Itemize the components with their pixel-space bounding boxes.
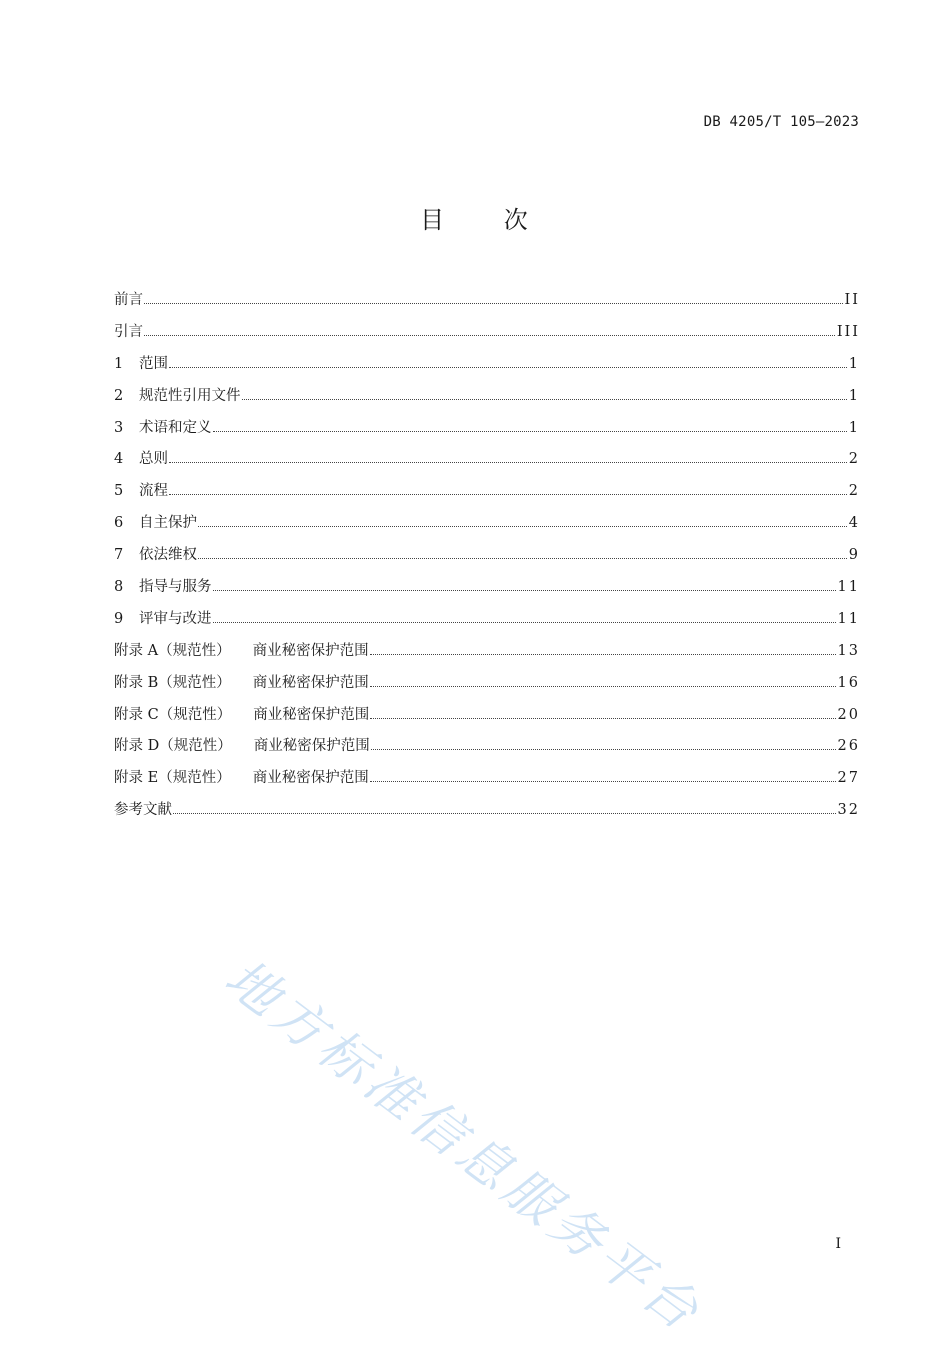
toc-entry-label: 引言 xyxy=(114,323,143,340)
toc-entry-label: 总则 xyxy=(139,451,168,468)
toc-entry-label: 前言 xyxy=(114,292,143,308)
toc-entry-7[interactable] xyxy=(114,543,860,575)
toc-entry-subtitle: 商业秘密保护范围 xyxy=(252,770,369,787)
toc-page-number: 11 xyxy=(837,579,860,596)
document-code: DB 4205/T 105—2023 xyxy=(703,114,859,130)
toc-entry-appendix-b[interactable] xyxy=(114,671,860,703)
toc-page-number: 2 xyxy=(848,451,860,468)
toc-entry-label: 附录 B（规范性） xyxy=(114,674,231,691)
toc-entry-label: 附录 A（规范性） xyxy=(114,642,231,659)
toc-entry-number: 9 xyxy=(114,610,124,627)
toc-entry-subtitle: 商业秘密保护范围 xyxy=(252,674,369,691)
toc-entry-label: 范围 xyxy=(139,355,168,372)
toc-entry-foreword[interactable] xyxy=(114,288,860,320)
toc-leader-dots xyxy=(144,334,835,336)
toc-leader-dots xyxy=(213,621,836,623)
toc-entry-number: 7 xyxy=(114,547,124,564)
toc-leader-dots xyxy=(371,748,836,750)
toc-leader-dots xyxy=(144,302,843,304)
toc-entry-label: 附录 E（规范性） xyxy=(114,770,231,787)
toc-entry-number: 8 xyxy=(114,579,124,596)
toc-page-number: 1 xyxy=(848,355,860,372)
toc-entry-5[interactable] xyxy=(114,479,860,511)
footer-page-number: I xyxy=(835,1236,841,1252)
toc-entry-8[interactable] xyxy=(114,575,860,607)
toc-entry-label: 指导与服务 xyxy=(139,579,212,596)
toc-entry-label: 术语和定义 xyxy=(139,419,212,436)
table-of-contents xyxy=(114,288,860,830)
toc-entry-references[interactable] xyxy=(114,798,860,830)
toc-entry-number: 2 xyxy=(114,387,124,404)
toc-leader-dots xyxy=(169,366,847,368)
toc-entry-appendix-a[interactable] xyxy=(114,639,860,671)
toc-entry-subtitle: 商业秘密保护范围 xyxy=(253,706,370,723)
toc-leader-dots xyxy=(370,780,836,782)
toc-leader-dots xyxy=(370,653,836,655)
watermark: 地方标准信息服务平台 xyxy=(213,947,713,1345)
toc-entry-appendix-e[interactable] xyxy=(114,766,860,798)
toc-entry-appendix-d[interactable] xyxy=(114,734,860,766)
toc-entry-number: 5 xyxy=(114,483,124,500)
toc-page-number: 9 xyxy=(848,547,860,564)
toc-leader-dots xyxy=(370,685,836,687)
toc-page-number: 1 xyxy=(848,419,860,436)
toc-page-number: 32 xyxy=(837,802,860,819)
toc-page-number: 1 xyxy=(848,387,860,404)
toc-entry-number: 6 xyxy=(114,515,124,532)
toc-entry-number: 1 xyxy=(114,355,124,372)
toc-leader-dots xyxy=(242,398,847,400)
toc-entry-label: 依法维权 xyxy=(139,547,197,564)
toc-leader-dots xyxy=(213,430,847,432)
toc-page-number: III xyxy=(836,323,860,340)
toc-entry-label: 自主保护 xyxy=(139,515,197,532)
toc-leader-dots xyxy=(370,717,835,719)
toc-entry-introduction[interactable] xyxy=(114,320,860,352)
toc-entry-2[interactable] xyxy=(114,384,860,416)
toc-entry-9[interactable] xyxy=(114,607,860,639)
toc-entry-label: 附录 D（规范性） xyxy=(114,738,232,755)
toc-page-number: 2 xyxy=(848,483,860,500)
page-title: 目 次 xyxy=(420,206,530,234)
toc-leader-dots xyxy=(198,557,847,559)
toc-entry-number: 3 xyxy=(114,419,124,436)
toc-page-number: 26 xyxy=(837,738,860,755)
toc-entry-number: 4 xyxy=(114,451,124,468)
toc-entry-appendix-c[interactable] xyxy=(114,703,860,735)
toc-entry-3[interactable] xyxy=(114,416,860,448)
toc-entry-6[interactable] xyxy=(114,511,860,543)
toc-entry-label: 附录 C（规范性） xyxy=(114,706,232,723)
toc-entry-subtitle: 商业秘密保护范围 xyxy=(253,738,370,755)
toc-entry-1[interactable] xyxy=(114,352,860,384)
toc-leader-dots xyxy=(169,493,847,495)
toc-leader-dots xyxy=(213,589,836,591)
toc-page-number: II xyxy=(844,292,860,308)
toc-page-number: 16 xyxy=(837,674,860,691)
toc-leader-dots xyxy=(169,461,847,463)
toc-page-number: 20 xyxy=(837,706,860,723)
toc-leader-dots xyxy=(198,525,847,527)
toc-entry-4[interactable] xyxy=(114,447,860,479)
toc-entry-label: 评审与改进 xyxy=(139,610,212,627)
toc-page-number: 4 xyxy=(848,515,860,532)
toc-leader-dots xyxy=(173,812,836,814)
toc-page-number: 11 xyxy=(837,610,860,627)
toc-entry-label: 流程 xyxy=(139,483,168,500)
toc-entry-label: 参考文献 xyxy=(114,802,172,819)
toc-page-number: 13 xyxy=(837,642,860,659)
toc-entry-label: 规范性引用文件 xyxy=(139,387,241,404)
toc-page-number: 27 xyxy=(837,770,860,787)
toc-entry-subtitle: 商业秘密保护范围 xyxy=(252,642,369,659)
